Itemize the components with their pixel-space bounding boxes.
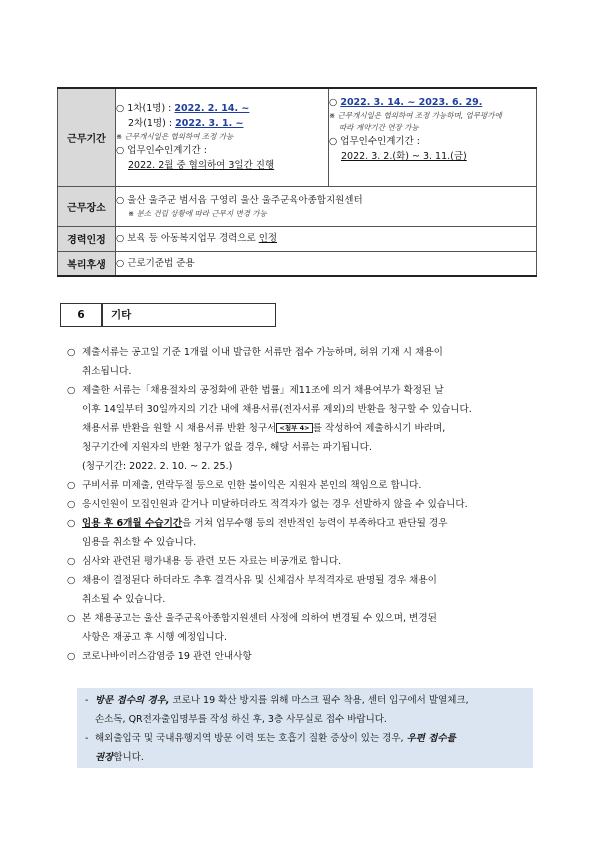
welfare-cell: ○ 근로기준법 준용 (116, 251, 537, 276)
line (95, 748, 456, 767)
round1-label: ○ 1차(1명) : (116, 103, 175, 115)
round1-date: 2022. 2. 14. ~ (174, 103, 250, 115)
list-item (67, 609, 539, 647)
contract-period: 2022. 3. 14. ~ 2023. 6. 29. (340, 97, 483, 108)
line: 코로나바이러스감염증 19 관련 안내사항 (82, 651, 252, 662)
mail-emphasis: 우편 접수를 (406, 733, 456, 744)
bullet: ○ (67, 499, 76, 510)
list-item (67, 647, 539, 666)
work-period-left-cell (116, 88, 329, 186)
bullet: ○ (67, 613, 76, 624)
list-item (67, 495, 539, 514)
contract-note-2: 따라 계약기간 연장 가능 (339, 123, 419, 132)
bullet: ○ (67, 518, 76, 529)
round2-date: 2022. 3. 1. ~ (175, 118, 244, 130)
start-date-note: ※ 근무개시일은 협의하여 조정 가능 (116, 132, 234, 142)
line-text: 을 거쳐 업무수행 등의 전반적인 능력이 부족하다고 판단될 경우 (182, 518, 448, 529)
section-number: 6 (60, 303, 102, 327)
bullet: ○ (329, 97, 338, 108)
line: 청구기간에 지원자의 반환 청구가 없을 경우, 해당 서류는 파기됩니다. (82, 442, 372, 453)
line-text: 합니다. (113, 752, 144, 763)
line-text: 코로나 19 확산 방지를 위해 마스크 필수 착용, 센터 입구에서 발열체크, (169, 695, 469, 706)
line: 채용이 결정된다 하더라도 추후 결격사유 및 신체검사 부적격자로 판명될 경우 채용이 (82, 575, 437, 586)
work-place-value: ○ 울산 울주군 범서읍 구영리 울산 울주군육아종합지원센터 (116, 194, 363, 206)
handover-value-right: 2022. 3. 2.(화) ~ 3. 11.(금) (341, 151, 467, 162)
line-text: 를 작성하여 제출하시기 바라며, (312, 423, 446, 434)
work-place-note: ※ 분소 건립 상황에 따라 근무지 변경 가능 (128, 208, 267, 218)
bullet: ○ (67, 651, 76, 662)
line: 손소독, QR전자출입명부를 작성 하신 후, 3층 사무실로 접수 바랍니다. (95, 714, 387, 725)
career-cell (116, 226, 537, 251)
bullet: ○ (67, 385, 76, 396)
dash: - (85, 695, 89, 706)
work-period-right-cell (329, 88, 537, 186)
line (95, 729, 456, 748)
list-item (67, 476, 539, 495)
line: 응시인원이 모집인원과 같거나 미달하더라도 적격자가 없는 경우 선발하지 않을 수 있습니다. (82, 499, 468, 510)
welfare-header: 복리후생 (58, 251, 116, 276)
line (82, 514, 539, 533)
line: 구비서류 미제출, 연락두절 등으로 인한 불이익은 지원자 본인의 책임으로 합니다. (82, 480, 422, 491)
career-header: 경력인정 (58, 226, 116, 251)
list-item (67, 571, 539, 609)
recruitment-info-table (57, 87, 537, 277)
round2-label: 2차(1명) : (128, 118, 176, 130)
list-item (67, 514, 539, 552)
bullet: ○ (67, 556, 76, 567)
line-text: 해외출입국 및 국내유행지역 방문 이력 또는 호흡기 질환 증상이 있는 경우, (95, 733, 407, 744)
line: 임용을 취소할 수 있습니다. (82, 537, 197, 548)
bullet: ○ (67, 480, 76, 491)
section-title: 기타 (101, 303, 276, 327)
line (95, 691, 469, 710)
line-text: 채용서류 반환을 원할 시 채용서류 반환 청구서 (82, 423, 277, 434)
line: 취소됩니다. (82, 366, 132, 377)
line: 심사와 관련된 평가내용 등 관련 모든 자료는 비공개로 합니다. (82, 556, 342, 567)
career-value-underlined: 인정 (258, 233, 278, 244)
list-item (67, 381, 539, 476)
notice-item (85, 691, 525, 729)
line: 이후 14일부터 30일까지의 기간 내에 채용서류(전자서류 제외)의 반환을 청구할 수 있습니다. (82, 404, 472, 415)
notes-list (67, 343, 539, 666)
bullet: ○ (67, 575, 76, 586)
line: 취소될 수 있습니다. (82, 594, 166, 605)
visit-emphasis: 방문 접수의 경우, (95, 695, 170, 706)
attachment-tag: <첨부 4> (276, 423, 312, 433)
handover-value: 2022. 2월 중 협의하여 3일간 진행 (128, 160, 275, 172)
list-item (67, 552, 539, 571)
contract-note-1: ※ 근무개시일은 협의하여 조정 가능하며, 업무평가에 (329, 111, 502, 120)
work-period-header: 근무기간 (58, 88, 116, 186)
recommend-emphasis: 권장 (95, 752, 114, 763)
list-item (67, 343, 539, 381)
line: 제출서류는 공고일 기준 1개월 이내 발급한 서류만 접수 가능하며, 허위 기재 시 채용이 (82, 347, 443, 358)
work-place-cell (116, 186, 537, 226)
dash: - (85, 733, 89, 744)
line: 본 채용공고는 울산 울주군육아종합지원센터 사정에 의하여 변경될 수 있으며, 변경된 (82, 613, 437, 624)
line: 제출한 서류는「채용절차의 공정화에 관한 법률」제11조에 의거 채용여부가 확정된 날 (82, 385, 444, 396)
bullet: ○ (67, 347, 76, 358)
career-value: ○ 보육 등 아동복지업무 경력으로 (116, 233, 259, 244)
line: 사항은 재공고 후 시행 예정입니다. (82, 632, 227, 643)
probation-emphasis: 임용 후 6개월 수습기간 (82, 518, 183, 529)
handover-label-right: ○ 업무인수인계기간 : (329, 136, 420, 147)
work-place-header: 근무장소 (58, 186, 116, 226)
notice-item (85, 729, 525, 767)
line: (청구기간: 2022. 2. 10. ~ 2. 25.) (82, 461, 233, 472)
line (82, 419, 539, 438)
handover-label: ○ 업무인수인계기간 : (116, 145, 207, 157)
covid-notice-box (77, 688, 533, 768)
